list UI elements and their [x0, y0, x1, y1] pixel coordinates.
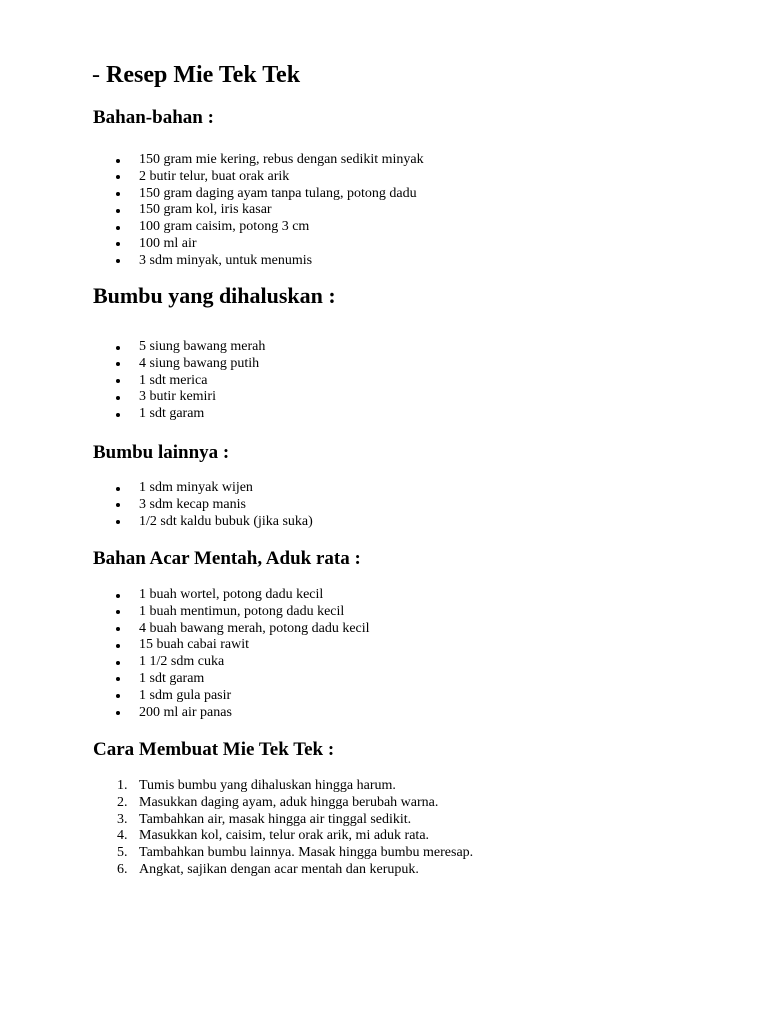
- bullet-icon: [116, 644, 120, 648]
- list-item: [93, 604, 370, 621]
- ground-spices-heading: Bumbu yang dihaluskan :: [93, 283, 336, 308]
- list-item: [93, 356, 336, 373]
- list-item-text: 1/2 sdt kaldu bubuk (jika suka): [139, 513, 313, 529]
- list-item: [93, 688, 370, 705]
- bullet-icon: [116, 677, 120, 681]
- other-spices-list: [93, 480, 313, 530]
- list-item-text: 1 buah mentimun, potong dadu kecil: [139, 603, 345, 619]
- bullet-icon: [116, 694, 120, 698]
- ground-spices-list: [93, 339, 336, 423]
- list-item: [93, 845, 473, 862]
- list-item-text: 200 ml air panas: [139, 704, 232, 720]
- list-item-text: 100 ml air: [139, 235, 197, 251]
- pickle-heading: Bahan Acar Mentah, Aduk rata :: [93, 548, 361, 569]
- list-item-text: 3 sdm kecap manis: [139, 496, 246, 512]
- list-item: [93, 812, 473, 829]
- step-text: Angkat, sajikan dengan acar mentah dan kerupuk.: [139, 861, 419, 877]
- list-item: [93, 705, 370, 722]
- list-item: [93, 637, 370, 654]
- step-number: 5.: [117, 845, 128, 861]
- list-item: [93, 828, 473, 845]
- list-item: [93, 862, 473, 879]
- section-pickle: [93, 547, 370, 721]
- bullet-icon: [116, 379, 120, 383]
- section-steps: [93, 738, 473, 879]
- bullet-icon: [116, 175, 120, 179]
- bullet-icon: [116, 413, 120, 417]
- section-ingredients: [93, 106, 424, 270]
- list-item-text: 3 sdm minyak, untuk menumis: [139, 252, 313, 268]
- other-spices-heading: Bumbu lainnya :: [93, 442, 230, 463]
- steps-heading: Cara Membuat Mie Tek Tek :: [93, 739, 335, 760]
- bullet-icon: [116, 226, 120, 230]
- list-item: [93, 219, 424, 236]
- bullet-icon: [116, 192, 120, 196]
- list-item-text: 2 butir telur, buat orak arik: [139, 168, 290, 184]
- list-item-text: 150 gram kol, iris kasar: [139, 202, 272, 218]
- list-item: [93, 389, 336, 406]
- list-item: [93, 514, 313, 531]
- list-item-text: 100 gram caisim, potong 3 cm: [139, 219, 310, 235]
- step-number: 2.: [117, 794, 128, 810]
- step-text: Tambahkan air, masak hingga air tinggal sedikit.: [139, 811, 412, 827]
- list-item-text: 1 sdm minyak wijen: [139, 480, 253, 495]
- bullet-icon: [116, 362, 120, 366]
- bullet-icon: [116, 503, 120, 507]
- ingredients-heading: Bahan-bahan :: [93, 107, 214, 128]
- list-item: [93, 169, 424, 186]
- list-item: [93, 373, 336, 390]
- list-item-text: 3 butir kemiri: [139, 389, 216, 405]
- list-item-text: 4 buah bawang merah, potong dadu kecil: [139, 620, 370, 636]
- list-item: [93, 621, 370, 638]
- list-item: [93, 202, 424, 219]
- list-item: [93, 236, 424, 253]
- bullet-icon: [116, 159, 120, 163]
- step-number: 3.: [117, 811, 128, 827]
- step-text: Tumis bumbu yang dihaluskan hingga harum.: [139, 778, 396, 793]
- list-item: [93, 480, 313, 497]
- bullet-icon: [116, 259, 120, 263]
- section-other-spices: [93, 441, 313, 530]
- list-item-text: 5 siung bawang merah: [139, 339, 266, 354]
- step-number: 4.: [117, 828, 128, 844]
- bullet-icon: [116, 242, 120, 246]
- list-item: [93, 339, 336, 356]
- list-item-text: 4 siung bawang putih: [139, 355, 260, 371]
- bullet-icon: [116, 346, 120, 350]
- bullet-icon: [116, 627, 120, 631]
- list-item: [93, 152, 424, 169]
- step-number: 6.: [117, 861, 128, 877]
- step-text: Tambahkan bumbu lainnya. Masak hingga bumbu meresap.: [139, 845, 474, 861]
- step-number: 1.: [117, 778, 128, 793]
- list-item: [93, 795, 473, 812]
- title-prefix: -: [92, 62, 106, 88]
- list-item-text: 1 sdt merica: [139, 372, 208, 388]
- bullet-icon: [116, 661, 120, 665]
- list-item-text: 150 gram mie kering, rebus dengan sedikit minyak: [139, 152, 424, 167]
- bullet-icon: [116, 594, 120, 598]
- bullet-icon: [116, 711, 120, 715]
- list-item: [93, 497, 313, 514]
- ingredients-list: [93, 152, 424, 270]
- list-item-text: 1 buah wortel, potong dadu kecil: [139, 587, 324, 602]
- step-text: Masukkan daging ayam, aduk hingga berubah warna.: [139, 794, 439, 810]
- pickle-list: [93, 587, 370, 721]
- list-item: [93, 406, 336, 423]
- recipe-title: [92, 60, 300, 90]
- title-text: Resep Mie Tek Tek: [106, 62, 301, 88]
- list-item: [93, 778, 473, 795]
- list-item-text: 1 sdt garam: [139, 406, 205, 422]
- list-item: [93, 671, 370, 688]
- list-item-text: 1 sdm gula pasir: [139, 687, 232, 703]
- list-item-text: 150 gram daging ayam tanpa tulang, potong dadu: [139, 185, 417, 201]
- bullet-icon: [116, 610, 120, 614]
- step-text: Masukkan kol, caisim, telur orak arik, mi aduk rata.: [139, 828, 430, 844]
- section-ground-spices: [93, 282, 336, 423]
- list-item: [93, 253, 424, 270]
- bullet-icon: [116, 487, 120, 491]
- list-item-text: 1 sdt garam: [139, 670, 205, 686]
- bullet-icon: [116, 520, 120, 524]
- list-item-text: 15 buah cabai rawit: [139, 637, 250, 653]
- list-item-text: 1 1/2 sdm cuka: [139, 654, 225, 670]
- list-item: [93, 654, 370, 671]
- bullet-icon: [116, 209, 120, 213]
- bullet-icon: [116, 396, 120, 400]
- steps-list: [93, 778, 473, 879]
- list-item: [93, 186, 424, 203]
- list-item: [93, 587, 370, 604]
